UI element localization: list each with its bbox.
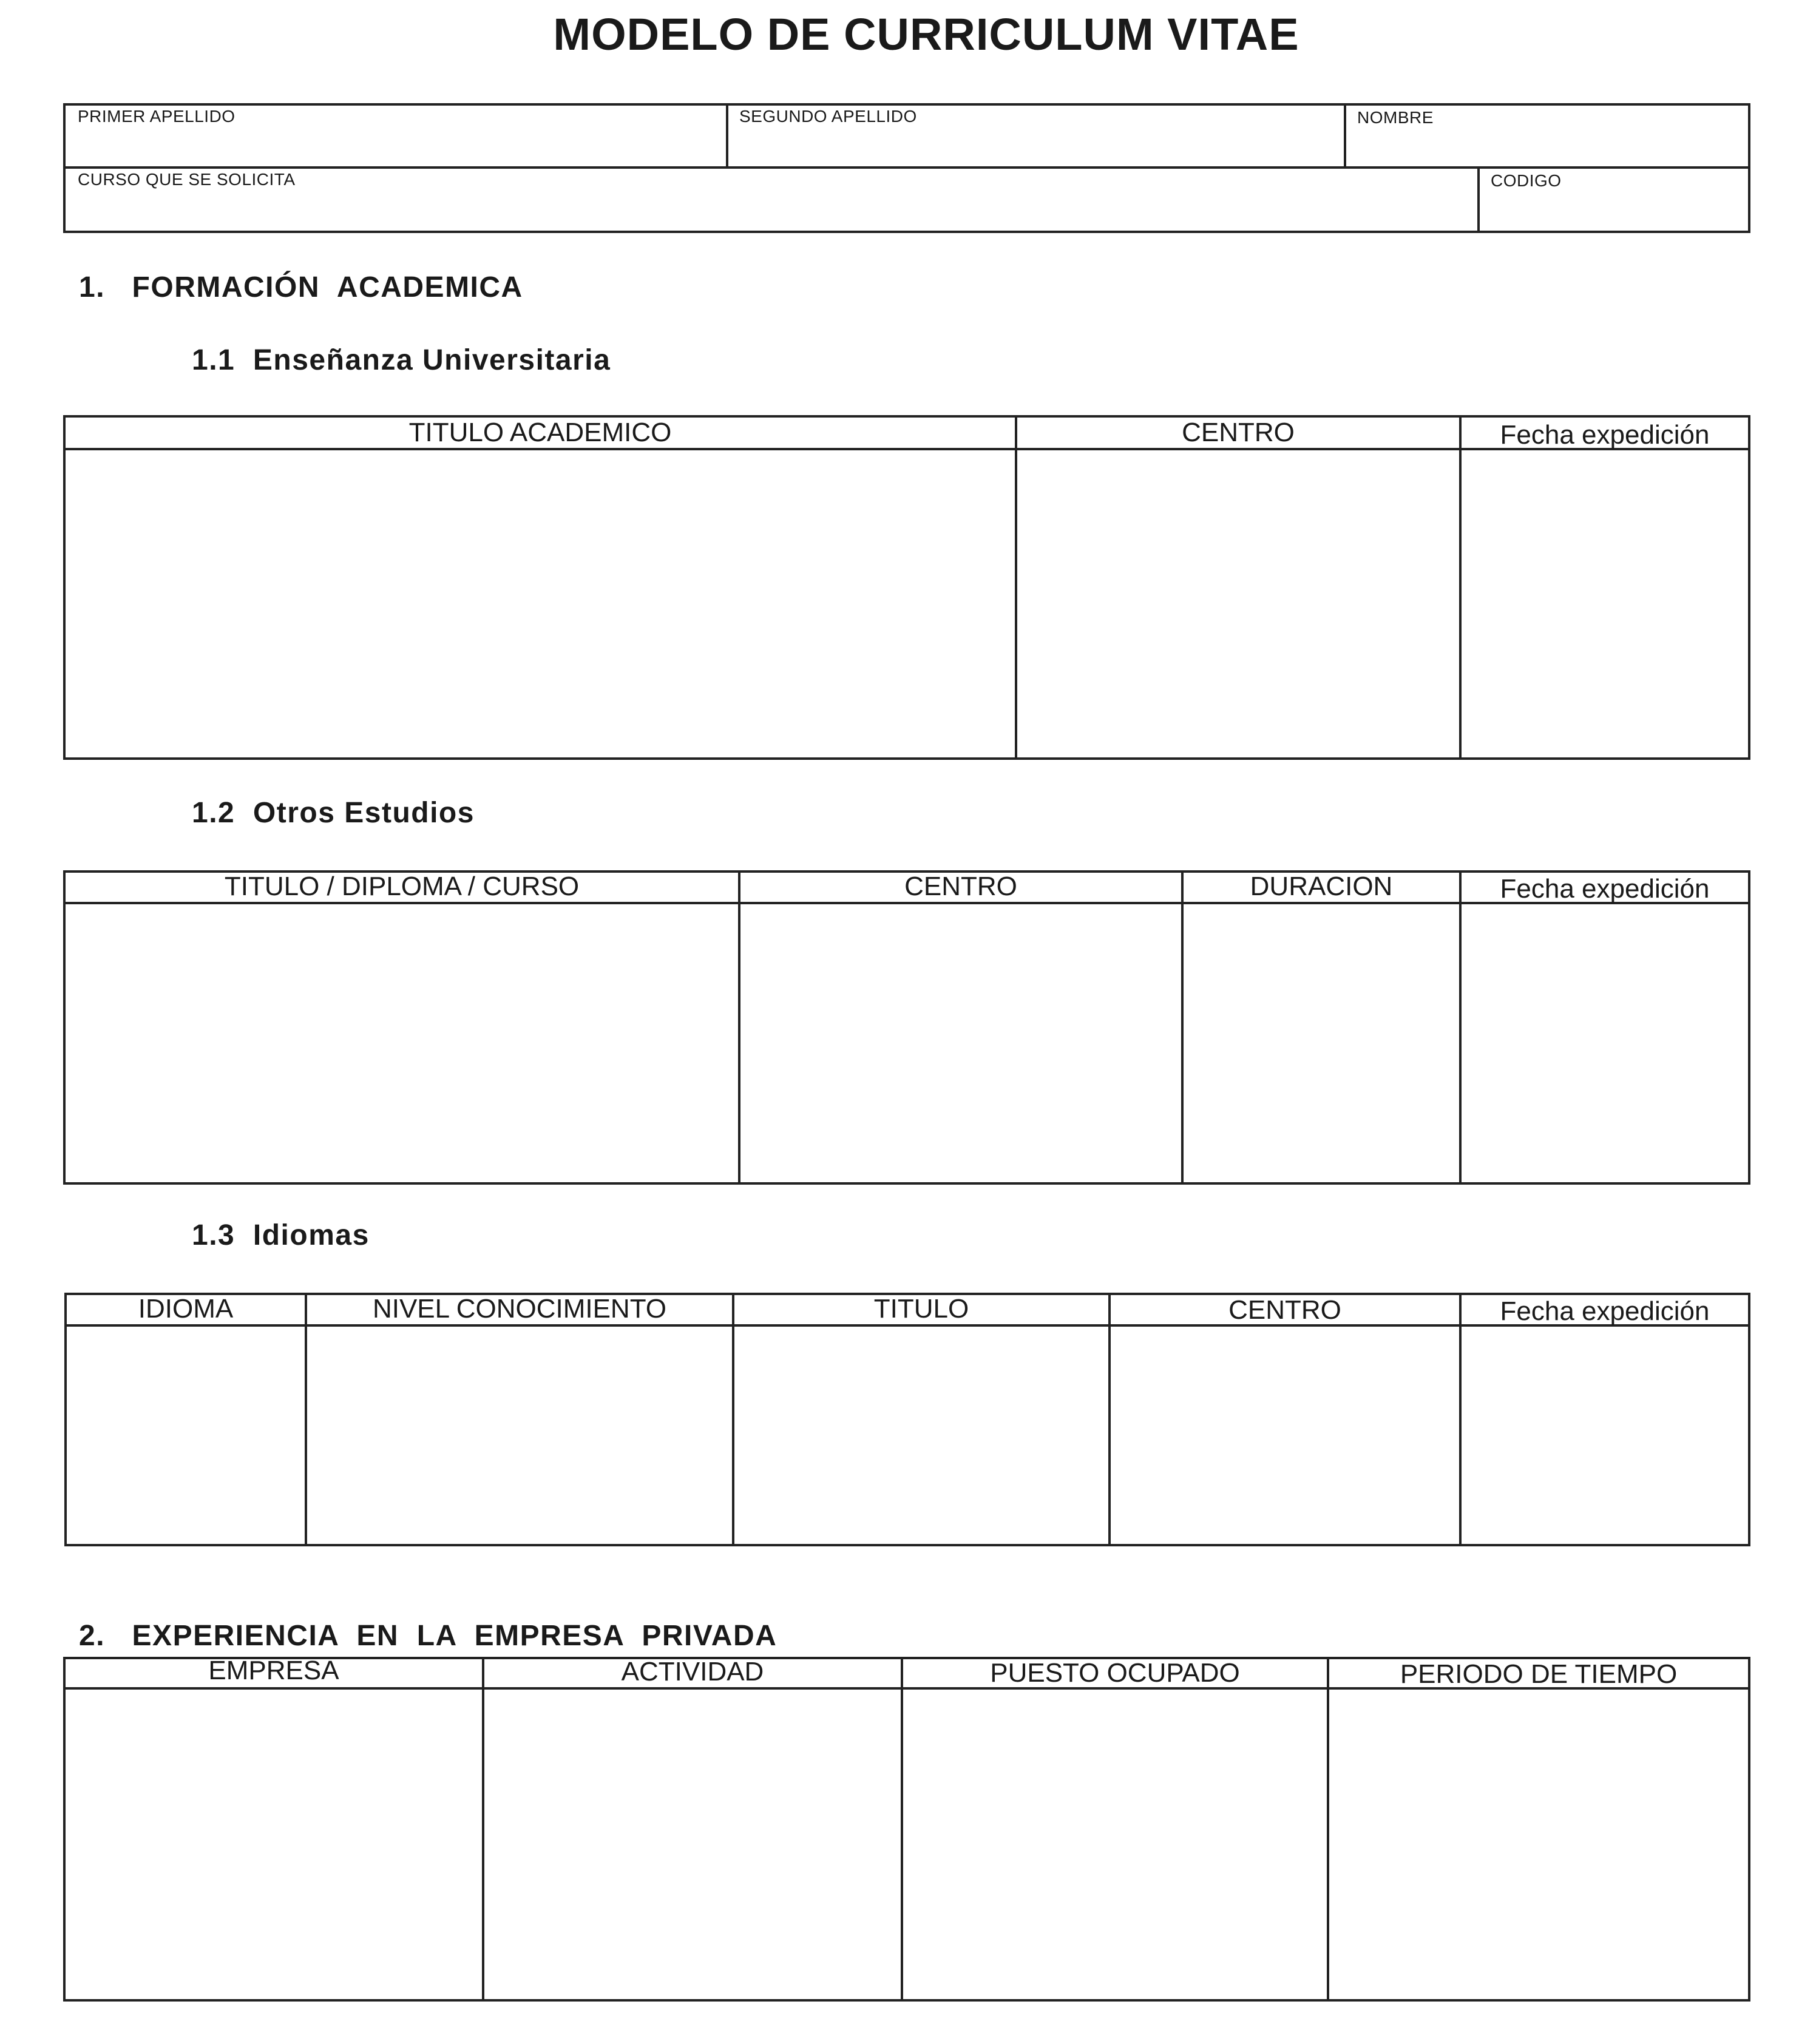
personal-data-col-divider-3: [1477, 166, 1480, 233]
col-fecha-expedicion: Fecha expedición: [1500, 1296, 1710, 1326]
curso-field[interactable]: CURSO QUE SE SOLICITA: [78, 170, 296, 189]
subsection-ensenanza-universitaria: 1.1 Enseñanza Universitaria: [192, 344, 611, 376]
col-titulo-diploma-curso: TITULO / DIPLOMA / CURSO: [224, 871, 580, 901]
col-nivel-conocimiento: NIVEL CONOCIMIENTO: [372, 1294, 667, 1324]
primer-apellido-field[interactable]: PRIMER APELLIDO: [78, 107, 235, 126]
table4-col-divider-3: [1327, 1657, 1329, 2002]
col-centro: CENTRO: [904, 871, 1017, 901]
table-ensenanza-universitaria: [63, 415, 1750, 760]
col-centro: CENTRO: [1182, 418, 1295, 447]
table4-col-divider-2: [901, 1657, 903, 2002]
col-puesto-ocupado: PUESTO OCUPADO: [990, 1658, 1240, 1688]
table1-col-divider-2: [1459, 415, 1462, 760]
table-idiomas: [64, 1293, 1750, 1546]
table3-col-divider-3: [1108, 1293, 1111, 1546]
segundo-apellido-field[interactable]: SEGUNDO APELLIDO: [739, 107, 917, 126]
subsection-idiomas: 1.3 Idiomas: [192, 1219, 370, 1251]
col-fecha-expedicion: Fecha expedición: [1500, 874, 1710, 904]
col-empresa: EMPRESA: [208, 1656, 339, 1685]
subsection-otros-estudios: 1.2 Otros Estudios: [192, 797, 475, 829]
table2-col-divider-3: [1459, 870, 1462, 1185]
personal-data-col-divider-2: [1344, 103, 1346, 168]
col-centro: CENTRO: [1228, 1295, 1341, 1325]
nombre-field[interactable]: NOMBRE: [1357, 108, 1434, 127]
col-actividad: ACTIVIDAD: [621, 1657, 764, 1687]
personal-data-col-divider-1: [726, 103, 728, 168]
section-formacion-academica: 1. FORMACIÓN ACADEMICA: [79, 271, 523, 303]
col-duracion: DURACION: [1250, 871, 1393, 901]
table3-col-divider-2: [732, 1293, 734, 1546]
col-idioma: IDIOMA: [138, 1294, 234, 1324]
table3-col-divider-4: [1459, 1293, 1462, 1546]
table1-col-divider-1: [1015, 415, 1017, 760]
col-titulo: TITULO: [873, 1294, 969, 1324]
table2-col-divider-1: [738, 870, 740, 1185]
table4-col-divider-1: [482, 1657, 484, 2002]
table-otros-estudios: [63, 870, 1750, 1185]
col-periodo-de-tiempo: PERIODO DE TIEMPO: [1400, 1659, 1678, 1689]
document-title: MODELO DE CURRICULUM VITAE: [553, 9, 1299, 59]
col-fecha-expedicion: Fecha expedición: [1500, 420, 1710, 450]
table-experiencia: [63, 1657, 1750, 2002]
personal-data-divider: [63, 166, 1750, 169]
table2-col-divider-2: [1181, 870, 1184, 1185]
codigo-field[interactable]: CODIGO: [1491, 171, 1562, 190]
col-titulo-academico: TITULO ACADEMICO: [408, 418, 672, 447]
table3-col-divider-1: [305, 1293, 307, 1546]
section-experiencia-empresa-privada: 2. EXPERIENCIA EN LA EMPRESA PRIVADA: [79, 1620, 778, 1652]
